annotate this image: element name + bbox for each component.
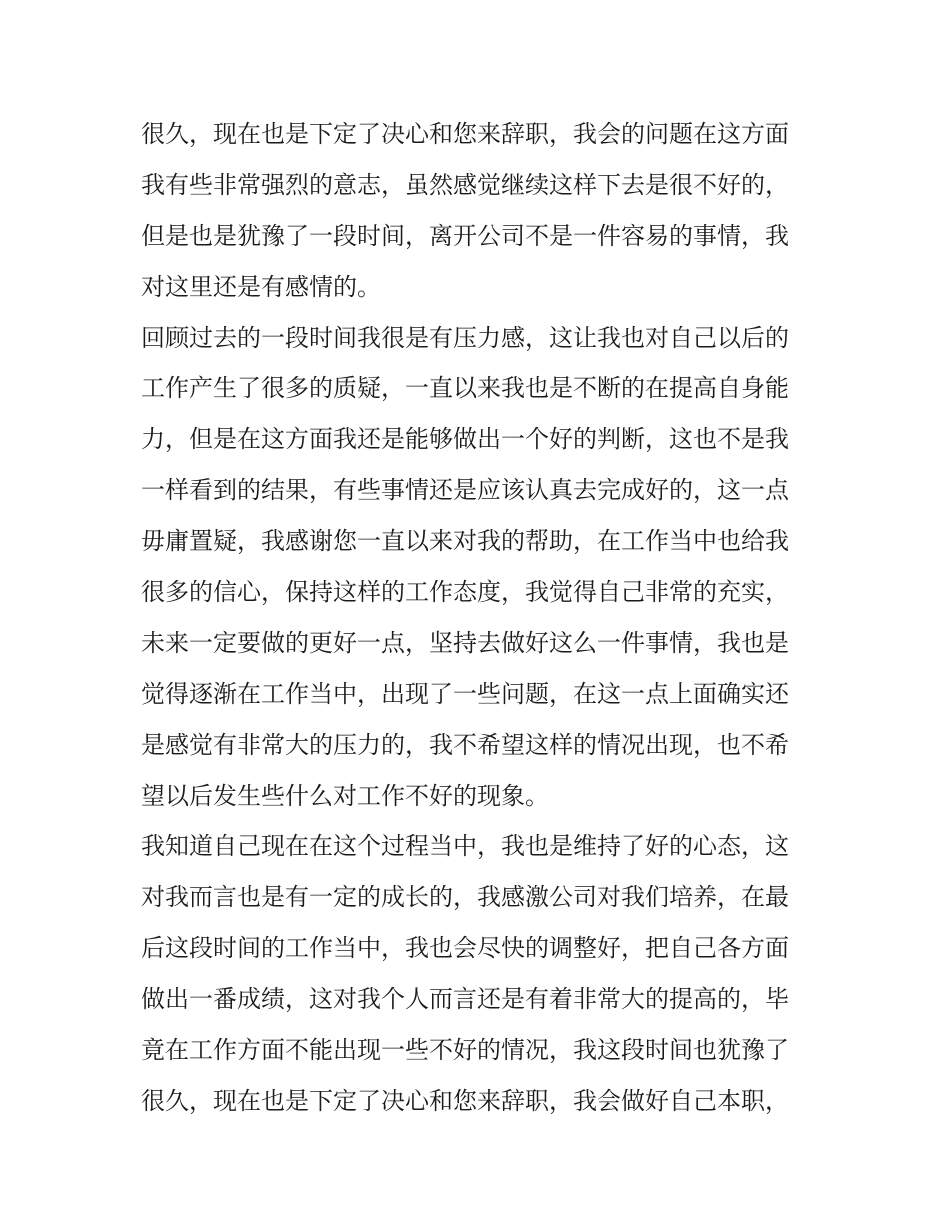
text-line: 毋庸置疑，我感谢您一直以来对我的帮助，在工作当中也给我 <box>141 527 789 556</box>
text-line: 我知道自己现在在这个过程当中，我也是维持了好的心态，这 <box>141 832 789 861</box>
text-line: 工作产生了很多的质疑，一直以来我也是不断的在提高自身能 <box>141 374 789 403</box>
text-line: 很久，现在也是下定了决心和您来辞职，我会的问题在这方面 <box>141 120 789 148</box>
text-line: 很多的信心，保持这样的工作态度，我觉得自己非常的充实， <box>141 578 789 607</box>
text-line: 做出一番成绩，这对我个人而言还是有着非常大的提高的，毕 <box>141 985 789 1014</box>
text-line: 竟在工作方面不能出现一些不好的情况，我这段时间也犹豫了 <box>141 1036 789 1065</box>
text-line: 力，但是在这方面我还是能够做出一个好的判断，这也不是我 <box>141 425 789 454</box>
text-line: 是感觉有非常大的压力的，我不希望这样的情况出现，也不希 <box>141 730 789 759</box>
text-line: 后这段时间的工作当中，我也会尽快的调整好，把自己各方面 <box>141 934 789 963</box>
text-line: 我有些非常强烈的意志，虽然感觉继续这样下去是很不好的， <box>141 170 789 199</box>
text-line: 回顾过去的一段时间我很是有压力感，这让我也对自己以后的 <box>141 323 789 352</box>
text-line: 但是也是犹豫了一段时间，离开公司不是一件容易的事情，我 <box>141 221 789 250</box>
text-line: 很久，现在也是下定了决心和您来辞职，我会做好自己本职， <box>141 1086 789 1115</box>
text-line: 一样看到的结果，有些事情还是应该认真去完成好的，这一点 <box>141 476 789 505</box>
document-body <box>141 109 813 1127</box>
text-line: 望以后发生些什么对工作不好的现象。 <box>141 781 549 810</box>
text-line: 对这里还是有感情的。 <box>141 272 381 301</box>
text-line: 未来一定要做的更好一点，坚持去做好这么一件事情，我也是 <box>141 628 789 657</box>
text-line: 对我而言也是有一定的成长的，我感激公司对我们培养，在最 <box>141 883 789 912</box>
text-line: 觉得逐渐在工作当中，出现了一些问题，在这一点上面确实还 <box>141 679 789 708</box>
